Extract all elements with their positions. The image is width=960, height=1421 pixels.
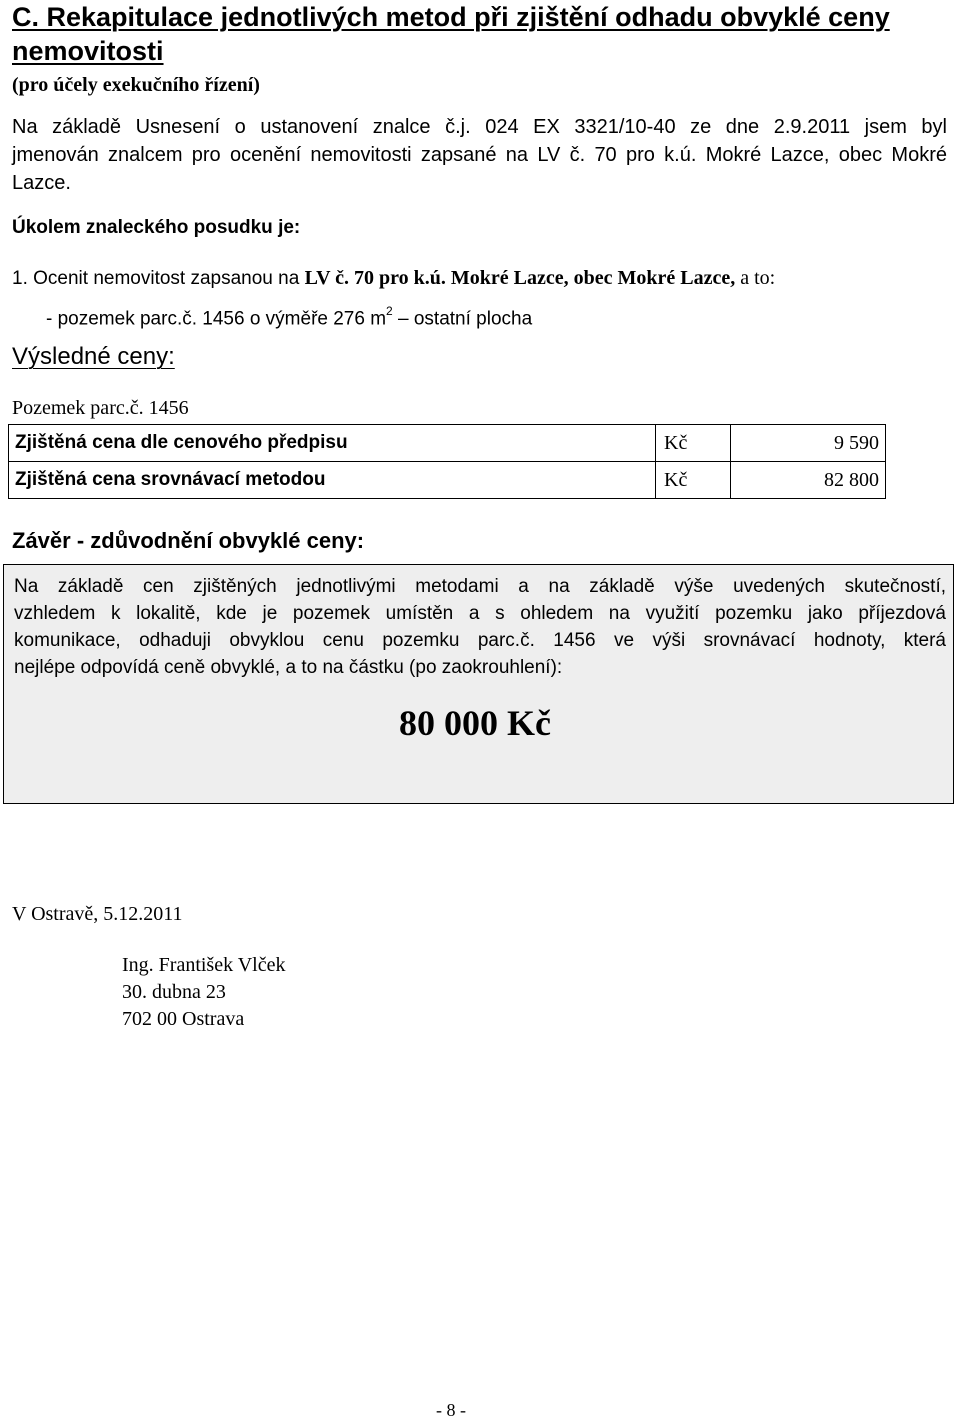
parcel-label: Pozemek parc.č. 1456 — [12, 397, 189, 419]
conclusion-line: nejlépe odpovídá ceně obvyklé, a to na částku (po zaokrouhlení): — [14, 657, 563, 678]
plot-type: – ostatní plocha — [392, 308, 533, 330]
conclusion-line: Na základě cen zjištěných jednotlivými metodami a na základě výše uvedených skutečností, — [14, 576, 946, 597]
price-currency: Kč — [656, 462, 731, 499]
intro-line: Lazce. — [12, 172, 71, 194]
place-and-date: V Ostravě, 5.12.2011 — [12, 903, 183, 925]
final-amount: 80 000 Kč — [399, 703, 551, 743]
price-label: Zjištěná cena dle cenového předpisu — [9, 425, 656, 462]
signer-name: Ing. František Vlček — [122, 954, 286, 976]
price-value: 9 590 — [731, 425, 886, 462]
page-number: - 8 - — [436, 1400, 466, 1420]
price-value: 82 800 — [731, 462, 886, 499]
intro-line: jmenován znalcem pro ocenění nemovitosti zapsané na LV č. 70 pro k.ú. Mokré Lazce, obec Mokré — [12, 144, 947, 166]
results-heading: Výsledné ceny: — [12, 343, 175, 370]
table-row — [9, 462, 886, 499]
intro-line: Na základě Usnesení o ustanovení znalce č.j. 024 EX 3321/10-40 ze dne 2.9.2011 jsem byl — [12, 116, 947, 138]
conclusion-line: vzhledem k lokalitě, kde je pozemek umístěn a s ohledem na využití pozemku jako příjezdová — [14, 603, 946, 624]
document-subtitle: (pro účely exekučního řízení) — [12, 74, 260, 96]
conclusion-box — [3, 564, 954, 804]
signer-street: 30. dubna 23 — [122, 981, 226, 1003]
signer-city: 702 00 Ostrava — [122, 1008, 245, 1030]
plot-text: - pozemek parc.č. 1456 o výměře 276 m — [46, 308, 387, 330]
price-label: Zjištěná cena srovnávací metodou — [9, 462, 656, 499]
conclusion-heading: Závěr - zdůvodnění obvyklé ceny: — [12, 528, 365, 553]
task-heading: Úkolem znaleckého posudku je: — [12, 217, 301, 238]
price-table — [8, 424, 886, 499]
document-title-line-2: nemovitosti — [12, 36, 164, 66]
task-item-suffix: a to: — [735, 267, 776, 289]
conclusion-line: komunikace, odhaduji obvyklou cenu pozemku parc.č. 1456 ve výši srovnávací hodnoty, která — [14, 630, 946, 651]
plot-unit-exponent: 2 — [386, 304, 393, 318]
intro-paragraph — [12, 113, 947, 197]
plot-description — [46, 306, 532, 330]
price-currency: Kč — [656, 425, 731, 462]
task-item-prefix: 1. Ocenit nemovitost zapsanou na — [12, 268, 305, 289]
task-item-property: LV č. 70 pro k.ú. Mokré Lazce, obec Mokré Lazce, — [304, 267, 736, 289]
table-row — [9, 425, 886, 462]
document-title-line-1: C. Rekapitulace jednotlivých metod při zjištění odhadu obvyklé ceny — [12, 2, 890, 32]
conclusion-paragraph — [14, 573, 946, 681]
task-item — [12, 267, 775, 290]
